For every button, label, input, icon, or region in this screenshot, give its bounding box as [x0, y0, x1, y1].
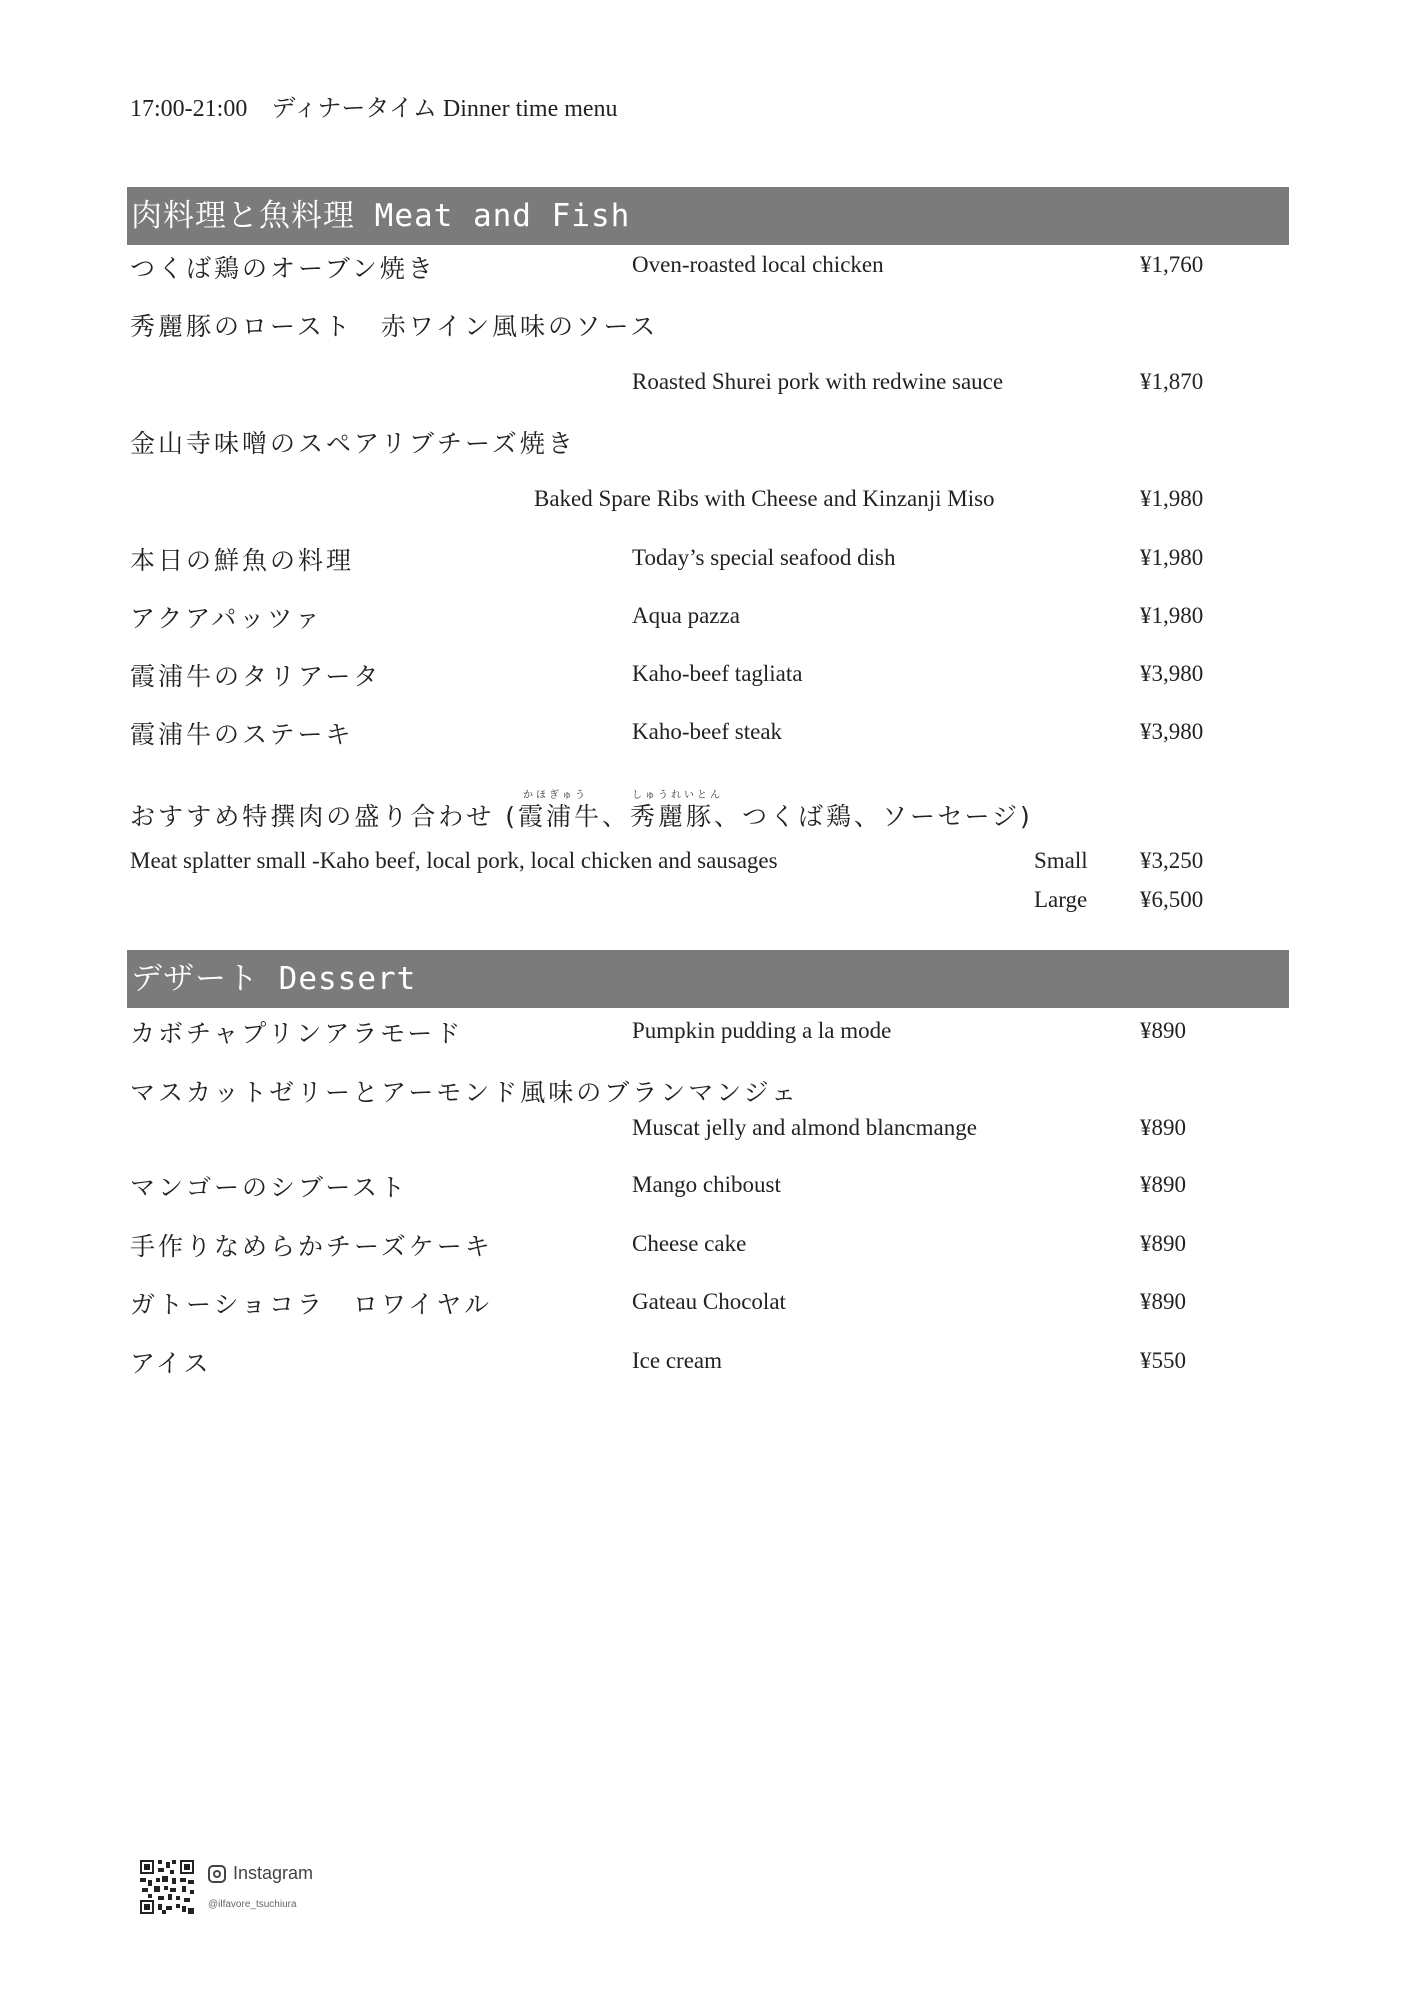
item-ja: 霞浦牛のタリアータ	[130, 662, 382, 691]
item-en: Roasted Shurei pork with redwine sauce	[632, 369, 1004, 394]
item-ja: 秀麗豚のロースト 赤ワイン風味のソース	[130, 312, 659, 341]
item-en: Pumpkin pudding a la mode	[632, 1018, 892, 1043]
section-heading-meat-fish: 肉料理と魚料理 Meat and Fish	[127, 187, 1289, 245]
item-ja: マスカットゼリーとアーモンド風味のブランマンジェ	[130, 1078, 800, 1107]
item-ja: カボチャプリンアラモード	[130, 1019, 464, 1048]
platter-ja: おすすめ特撰肉の盛り合わせ (霞浦牛、秀麗豚、つくば鶏、ソーセージ)	[130, 802, 1033, 831]
item-price: ¥890	[1140, 1231, 1186, 1256]
item-en: Ice cream	[632, 1348, 723, 1373]
instagram-icon	[208, 1865, 226, 1883]
item-price: ¥890	[1140, 1172, 1186, 1197]
item-en: Kaho-beef tagliata	[632, 661, 803, 686]
ruby-shurei-pork: しゅうれいとん	[632, 790, 723, 801]
item-ja: 金山寺味噌のスペアリブチーズ焼き	[130, 429, 576, 458]
item-price: ¥890	[1140, 1289, 1186, 1314]
menu-header: 17:00-21:00 ディナータイム Dinner time menu	[130, 96, 618, 122]
item-price: ¥890	[1140, 1018, 1186, 1043]
item-price: ¥1,980	[1140, 603, 1204, 628]
item-ja: アイス	[130, 1349, 212, 1378]
item-ja: 手作りなめらかチーズケーキ	[130, 1232, 493, 1261]
platter-large-price: ¥6,500	[1140, 887, 1204, 912]
platter-small-price: ¥3,250	[1140, 848, 1204, 873]
item-price: ¥3,980	[1140, 661, 1204, 686]
item-ja: アクアパッツァ	[130, 604, 324, 633]
item-en: Oven-roasted local chicken	[632, 252, 884, 277]
ruby-kaho-beef: かほぎゅう	[523, 790, 588, 801]
item-en: Aqua pazza	[632, 603, 740, 628]
item-en: Muscat jelly and almond blancmange	[632, 1115, 977, 1140]
qr-code-icon[interactable]	[140, 1860, 194, 1914]
item-en: Gateau Chocolat	[632, 1289, 786, 1314]
item-ja: ガトーショコラ ロワイヤル	[130, 1290, 493, 1319]
item-price: ¥1,870	[1140, 369, 1204, 394]
item-price: ¥1,760	[1140, 252, 1204, 277]
platter-en: Meat splatter small -Kaho beef, local pork, local chicken and sausages	[130, 848, 778, 873]
item-ja: つくば鶏のオーブン焼き	[130, 254, 436, 283]
item-price: ¥1,980	[1140, 545, 1204, 570]
item-ja: マンゴーのシブースト	[130, 1173, 409, 1202]
item-ja: 本日の鮮魚の料理	[130, 546, 355, 575]
item-en: Baked Spare Ribs with Cheese and Kinzanji Miso	[534, 486, 995, 511]
instagram-label[interactable]: Instagram	[233, 1863, 314, 1883]
platter-small-label: Small	[1034, 848, 1088, 873]
platter-large-label: Large	[1034, 887, 1088, 912]
item-price: ¥3,980	[1140, 719, 1204, 744]
item-en: Mango chiboust	[632, 1172, 781, 1197]
item-price: ¥550	[1140, 1348, 1186, 1373]
item-price: ¥1,980	[1140, 486, 1204, 511]
item-en: Cheese cake	[632, 1231, 747, 1256]
section-heading-dessert: デザート Dessert	[127, 950, 1289, 1008]
item-en: Kaho-beef steak	[632, 719, 783, 744]
item-ja: 霞浦牛のステーキ	[130, 720, 354, 749]
item-en: Today’s special seafood dish	[632, 545, 896, 570]
instagram-handle[interactable]: @ilfavore_tsuchiura	[208, 1899, 297, 1910]
item-price: ¥890	[1140, 1115, 1186, 1140]
